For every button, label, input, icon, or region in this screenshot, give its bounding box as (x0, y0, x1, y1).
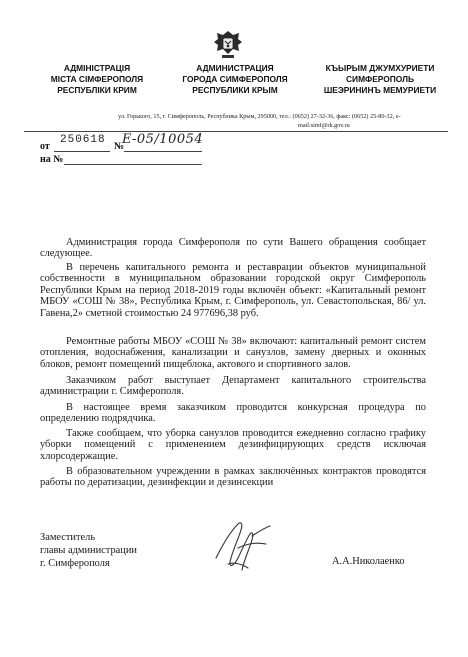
letterhead-line: АДМИНИСТРАЦИЯ (196, 63, 274, 73)
letterhead-ukrainian (22, 63, 172, 96)
paragraph-tender: В настоящее время заказчиком проводится конкурсная процедура по определению подрядчика. (40, 402, 426, 425)
contact-line: ул. Горького, 15, г. Симферополь, Республика Крым, 295000, тел.: (0652) 27-32-36, факс: (0652) 25-80-32, e- (118, 113, 401, 120)
letterhead-line: КЪЫРЫМ ДЖУМХУРИЕТИ (325, 63, 435, 73)
reply-to-label: на № (40, 154, 64, 165)
contact-email: mail:simf@rk.gov.ru (298, 122, 350, 129)
letterhead-russian (160, 63, 310, 96)
letterhead-line: ГОРОДА СИМФЕРОПОЛЯ (182, 74, 288, 84)
paragraph-repair-list: В перечень капитального ремонта и реставрации объектов муниципальной собственности в муниципальном образовании городской округ Симферополь Республики Крым на период 2018-2019 годы включён объект: «Капитальный ремонт МБОУ «СОШ № 38», Республика Крым, г. Симферополь, ул. Севастопольская, 86/ ул. Гавена,2» сметной стоимостью 24 977696,38 руб. (40, 262, 426, 319)
paragraph-works: Ремонтные работы МБОУ «СОШ № 38» включают: капитальный ремонт систем отопления, водоснабжения, канализации и санузлов, замену дверных и оконных блоков, ремонт помещений пищеблока, актового и спортивного залов. (40, 336, 426, 370)
signatory-line: Заместитель (40, 532, 96, 543)
letterhead-line: РЕСПУБЛИКИ КРЫМ (192, 85, 278, 95)
handwritten-signature (208, 518, 278, 576)
date-underline (54, 151, 110, 152)
from-label: от (40, 141, 50, 152)
letterhead-line: АДМІНІСТРАЦІЯ (63, 63, 131, 73)
reply-underline (64, 164, 202, 165)
contact-info (118, 112, 418, 130)
letterhead-line: МІСТА СІМФЕРОПОЛЯ (50, 74, 144, 84)
letterhead-line: СИМФЕРОПОЛЬ (346, 74, 414, 84)
paragraph-customer: Заказчиком работ выступает Департамент капитального строительства администрации г. Симферополя. (40, 375, 426, 398)
paragraph-intro: Администрация города Симферополя по сути Вашего обращения сообщает следующее. (40, 237, 426, 260)
signatory-line: г. Симферополя (40, 558, 110, 569)
signatory-title (40, 531, 137, 570)
paragraph-disinfection: В образовательном учреждении в рамках заключённых контрактов проводятся работы по дератизации, дезинфекции и дезинсекции (40, 466, 426, 489)
letterhead-line: РЕСПУБЛІКИ КРИМ (57, 85, 137, 95)
header-divider (24, 131, 448, 132)
number-label: № (114, 141, 125, 152)
handwritten-date: 250618 (60, 134, 106, 146)
paragraph-cleaning: Также сообщаем, что уборка санузлов проводится ежедневно согласно графику уборки помещений с применением дезинфицирующих средств исключая хлорсодержащие. (40, 428, 426, 462)
letterhead-crimean-tatar (300, 63, 460, 96)
coat-of-arms-icon (208, 28, 248, 62)
handwritten-number: Е-05/10054 (122, 132, 204, 147)
number-underline (124, 151, 202, 152)
signatory-line: главы администрации (40, 545, 137, 556)
letterhead-line: ШЕЭРИНИНЪ МЕМУРИЕТИ (323, 85, 437, 95)
signatory-name: А.А.Николаенко (332, 556, 405, 567)
